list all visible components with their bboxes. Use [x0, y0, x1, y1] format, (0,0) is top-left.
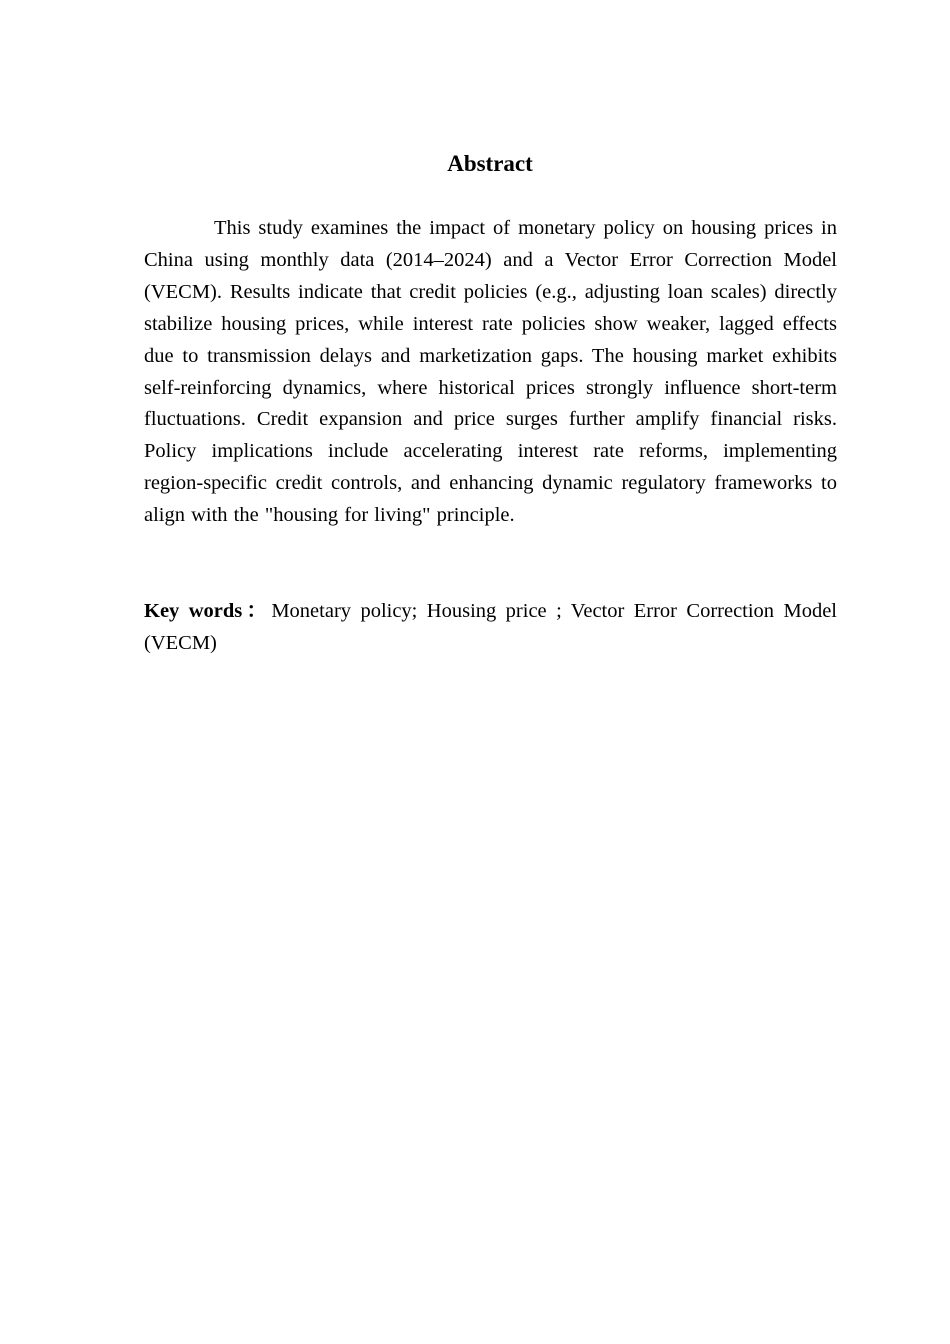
keywords-text: Monetary policy; Housing price ; Vector Error Correction Model (VECM) — [144, 600, 837, 654]
abstract-paragraph: This study examines the impact of monetary policy on housing prices in China using monthly data (2014–2024) and a Vector Error Correction Model (VECM). Results indicate that credit policies (e.g., adjusting loan scales) directly stabilize housing prices, while interest rate policies show weaker, lagged effects due to transmission delays and marketization gaps. The housing market exhibits self-reinforcing dynamics, where historical prices strongly influence short-term fluctuations. Credit expansion and price surges further amplify financial risks. Policy implications include accelerating interest rate reforms, implementing region-specific credit controls, and enhancing dynamic regulatory frameworks to align with the "housing for living" principle. — [144, 217, 837, 527]
keywords-line — [144, 596, 837, 660]
keywords-label: Key words： — [144, 600, 272, 622]
abstract-heading: Abstract — [447, 151, 533, 176]
